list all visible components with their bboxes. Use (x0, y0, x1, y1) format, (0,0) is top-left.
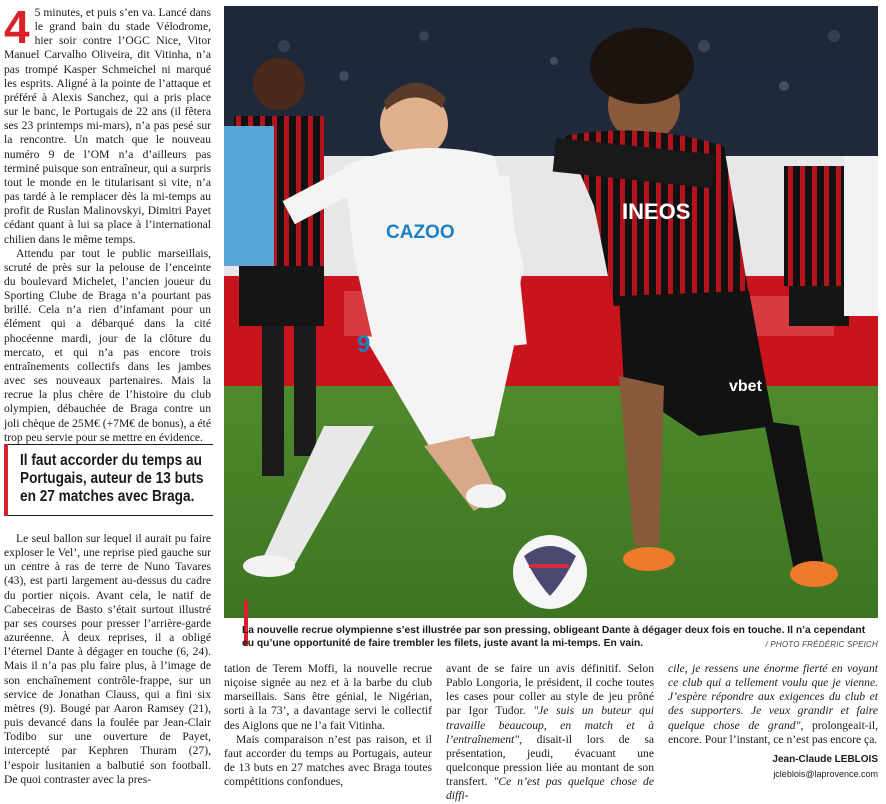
divider (8, 444, 213, 445)
shirt-number-label: 9 (357, 331, 371, 358)
article-paragraph: tation de Terem Moffi, la nouvelle recrue niçoise signée au nez et à la barbe du club marseillais. Sans être génial, le Nigérian, sorti à la 73’, a davantage servi le collectif des Aiglons que ne l’a fait Vitinha. (224, 662, 432, 732)
article-column-4 (668, 662, 878, 752)
article-column-2 (224, 662, 432, 787)
article-paragraph: Le seul ballon sur lequel il aurait pu faire exploser le Vel’, une reprise pied gauche sur un centre à ras de terre de Nuno Tavares (43), est parti largement au-dessus du cadre du portier niçois. Avant cela, le natif de Cabeceiras de Basto s’était surtout illustré par ses courses pour presser l’arrière-garde azuréenne. À deux reprises, il a obligé l’éternel Dante à dégager en touche (6, 24). Mais il n’a pas plu faire plus, à l’image de son enchaînement contrôle-frappe, sur un service de Jonathan Clauss, qui a fini six mètres (9). Bougé par Aaron Ramsey (21), puis devancé dans la foulée par Jean-Clair Todibo sur une ouverture de Payet, intercepté par Kephren Thuram (27), l’espoir lusitanien a balbutié son football. De quoi contraster avec la pres- (4, 532, 211, 786)
photo-credit: / PHOTO FRÉDÉRIC SPEICH (765, 640, 878, 649)
photo-caption: La nouvelle recrue olympienne s’est illustrée par son pressing, obligeant Dante à dégager deux fois en touche. Il n’a cependant eu qu’une opportunité de faire trembler les filets, juste avant la mi-temps. En vain. (242, 625, 866, 649)
pull-quote-text: Il faut accorder du temps au Portugais, auteur de 13 buts en 27 matches avec Braga. (20, 452, 204, 505)
article-paragraph: Attendu par tout le public marseillais, scruté de près sur la pelouse de l’enceinte du boulevard Michelet, l’ancien joueur du Sporting Clube de Braga n’a pourtant pas brillé. Cela n’a rien d’infamant pour un élément qui a débarqué dans la cité phocéenne mardi, jour de la clôture du mercato, et qui n’a pas encore trois entraînements collectifs dans les jambes avec ses nouveaux partenaires. Mais la recrue la plus chère de l’histoire du club olympien, débauchée de Braga contre un joli chèque de 25M€ (+7M€ de bonus), a été trop peu servie pour se mettre en évidence. (4, 246, 211, 444)
author-email[interactable]: jcleblois@laprovence.com (773, 769, 878, 779)
sponsor-nice-label: INEOS (622, 199, 691, 224)
drop-cap: 4 (4, 1, 30, 53)
pull-quote (4, 444, 214, 516)
match-photo (224, 6, 878, 618)
article-column-3 (446, 662, 655, 803)
article-paragraph: avant de se faire un avis définitif. Selon Pablo Longoria, le président, il coche toutes les cases pour coller au style de jeu prôné par Igor Tudor. "Je suis un buteur qui travaille beaucoup, en match et à l’entraînement", disait-il lors de sa présentation, jeudi, évacuant une quelconque pression liée au montant de son transfert. "Ce n’est pas quelque chose de diffi- (446, 662, 655, 803)
article-paragraph: Mais comparaison n’est pas raison, et il faut accorder du temps au Portugais, auteur de 13 buts en 27 matches avec Braga toutes compétitions confondues, (224, 732, 432, 789)
author-name: Jean-Claude LEBLOIS (772, 754, 878, 765)
article-paragraph: cile, je ressens une énorme fierté en voyant ce club qui a tellement voulu que je vienne. J’espère répondre aux exigences du club et des supporters. Je veux grandir et faire quelque chose de grand", prolongeait-il, encore. Pour l’instant, ce n’est pas encore ça. (668, 662, 878, 746)
sponsor-om-label: CAZOO (386, 222, 455, 243)
divider (8, 515, 213, 516)
article-column-1 (4, 1, 211, 444)
author-signature (772, 753, 878, 781)
sponsor-nice-shorts-label: vbet (729, 378, 762, 395)
article-paragraph: 4 5 minutes, et puis s’en va. Lancé dans le grand bain du stade Vélodrome, hier soir contre l’OGC Nice, Vitor Manuel Carvalho Oliveira, dit Vitinha, n’a pas trompé Kasper Schmeichel ni marqué les esprits. Aligné à la pointe de l’attaque et préféré à Alexis Sanchez, qui a pris place sur le banc, le Portugais de 22 ans (il fêtera ses 23 printemps mi-mars), n’a pas pesé sur la rencontre. Un match que le nouveau numéro 9 de l’OM n’a d’ailleurs pas terminé puisque son entraîneur, qui a surpris tout le monde en le titularisant si vite, n’a pas tardé à le remplacer dès la mi-temps au profit de Ruslan Malinovskyi, Dimitri Payet cédant quant à lui sa place à l’international chilien dans le même temps. (4, 1, 211, 246)
article-column-1b (4, 532, 211, 786)
